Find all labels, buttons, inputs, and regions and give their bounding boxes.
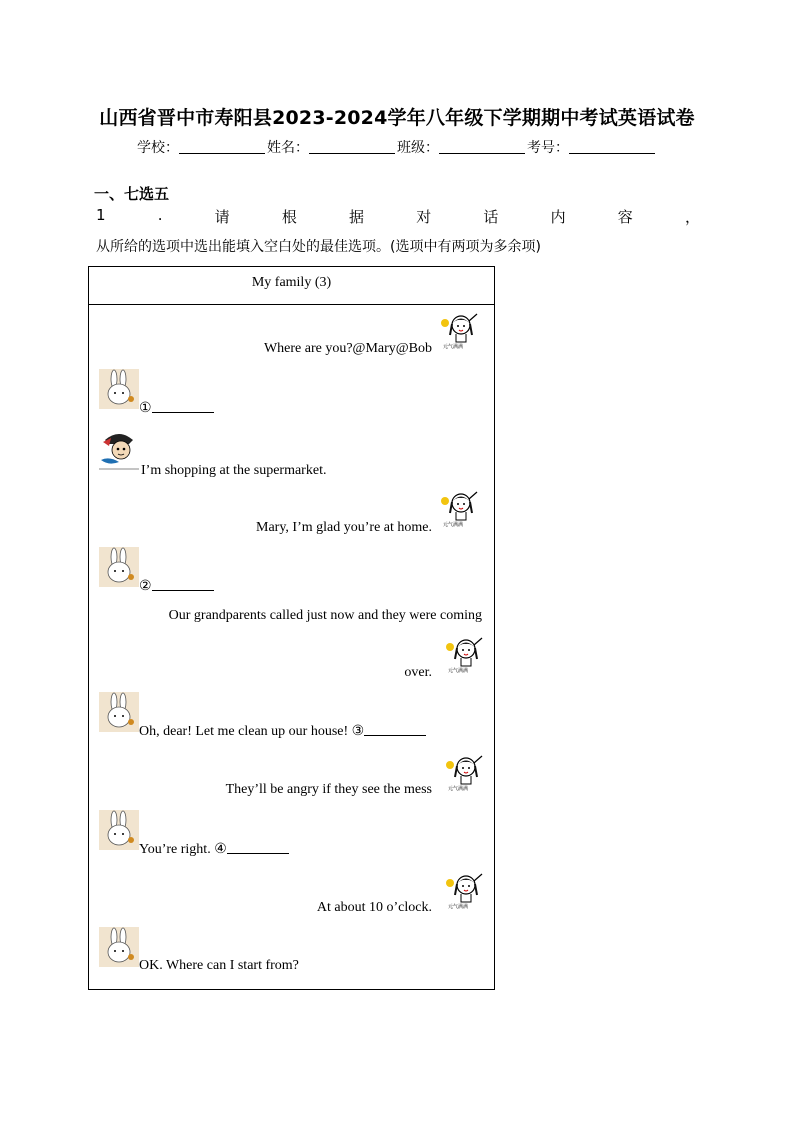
dialogue-box	[88, 266, 495, 990]
blank-number: ②	[139, 579, 152, 594]
girl-avatar-icon	[439, 489, 479, 529]
rabbit-avatar-icon	[99, 692, 139, 732]
dialogue-text: You’re right.	[139, 842, 211, 857]
answer-blank-3[interactable]	[364, 723, 426, 736]
instruction-char: 根	[281, 208, 297, 226]
rabbit-avatar-icon	[99, 369, 139, 409]
student-info-line	[0, 137, 794, 157]
page-title: 山西省晋中市寿阳县2023-2024学年八年级下学期期中考试英语试卷	[99, 107, 695, 129]
rabbit-avatar-icon	[99, 927, 139, 967]
instruction-char: 请	[214, 208, 230, 226]
name-blank[interactable]	[309, 139, 395, 154]
dialogue-line: At about 10 o’clock.	[316, 900, 432, 915]
answer-blank-2[interactable]	[152, 578, 214, 591]
blank-number: ①	[139, 401, 152, 416]
girl-avatar-icon	[444, 871, 484, 911]
svg-text:元气满满: 元气满满	[443, 522, 464, 528]
question-instruction-line2: 从所给的选项中选出能填入空白处的最佳选项。(选项中有两项为多余项)	[96, 239, 541, 255]
dialogue-line	[139, 400, 214, 417]
dialogue-line: Mary, I’m glad you’re at home.	[256, 520, 432, 535]
blank-number: ③	[351, 724, 365, 739]
dialogue-line: Where are you?@Mary@Bob	[263, 341, 432, 356]
dialogue-line	[139, 723, 426, 740]
dialogue-line	[139, 841, 289, 858]
school-blank[interactable]	[179, 139, 265, 154]
svg-text:元气满满: 元气满满	[443, 344, 464, 350]
svg-text:元气满满: 元气满满	[448, 904, 469, 910]
school-label: 学校：	[137, 140, 179, 156]
boy-avatar-icon	[99, 430, 139, 470]
instruction-char: ，	[684, 208, 700, 226]
answer-blank-1[interactable]	[152, 400, 214, 413]
class-label: 班级：	[397, 140, 439, 156]
girl-avatar-icon	[439, 311, 479, 351]
answer-blank-4[interactable]	[227, 841, 289, 854]
name-label: 姓名：	[267, 140, 309, 156]
dialogue-title: My family (3)	[89, 267, 494, 305]
rabbit-avatar-icon	[99, 547, 139, 587]
instruction-char: 据	[349, 208, 365, 226]
instruction-char: 对	[416, 208, 432, 226]
dialogue-line: OK. Where can I start from?	[139, 958, 299, 973]
svg-text:元气满满: 元气满满	[448, 786, 469, 792]
class-blank[interactable]	[439, 139, 525, 154]
section-heading: 一、七选五	[94, 185, 170, 203]
instruction-char: 容	[617, 208, 633, 226]
dialogue-line: over.	[404, 665, 432, 680]
girl-avatar-icon	[444, 753, 484, 793]
instruction-char: .	[157, 206, 163, 224]
dialogue-text: Oh, dear! Let me clean up our house!	[139, 724, 349, 739]
blank-number: ④	[214, 842, 227, 857]
dialogue-line: They’ll be angry if they see the mess	[225, 782, 432, 797]
instruction-char: 内	[550, 208, 566, 226]
number-label: 考号：	[527, 140, 569, 156]
instruction-char: 1	[96, 206, 106, 224]
instruction-char: 话	[483, 208, 499, 226]
number-blank[interactable]	[569, 139, 655, 154]
dialogue-line	[139, 578, 214, 595]
girl-avatar-icon	[444, 635, 484, 675]
dialogue-line: I’m shopping at the supermarket.	[141, 463, 327, 478]
question-instruction-line1	[96, 206, 700, 227]
dialogue-line: Our grandparents called just now and they were coming	[168, 608, 482, 623]
rabbit-avatar-icon	[99, 810, 139, 850]
svg-text:元气满满: 元气满满	[448, 668, 469, 674]
